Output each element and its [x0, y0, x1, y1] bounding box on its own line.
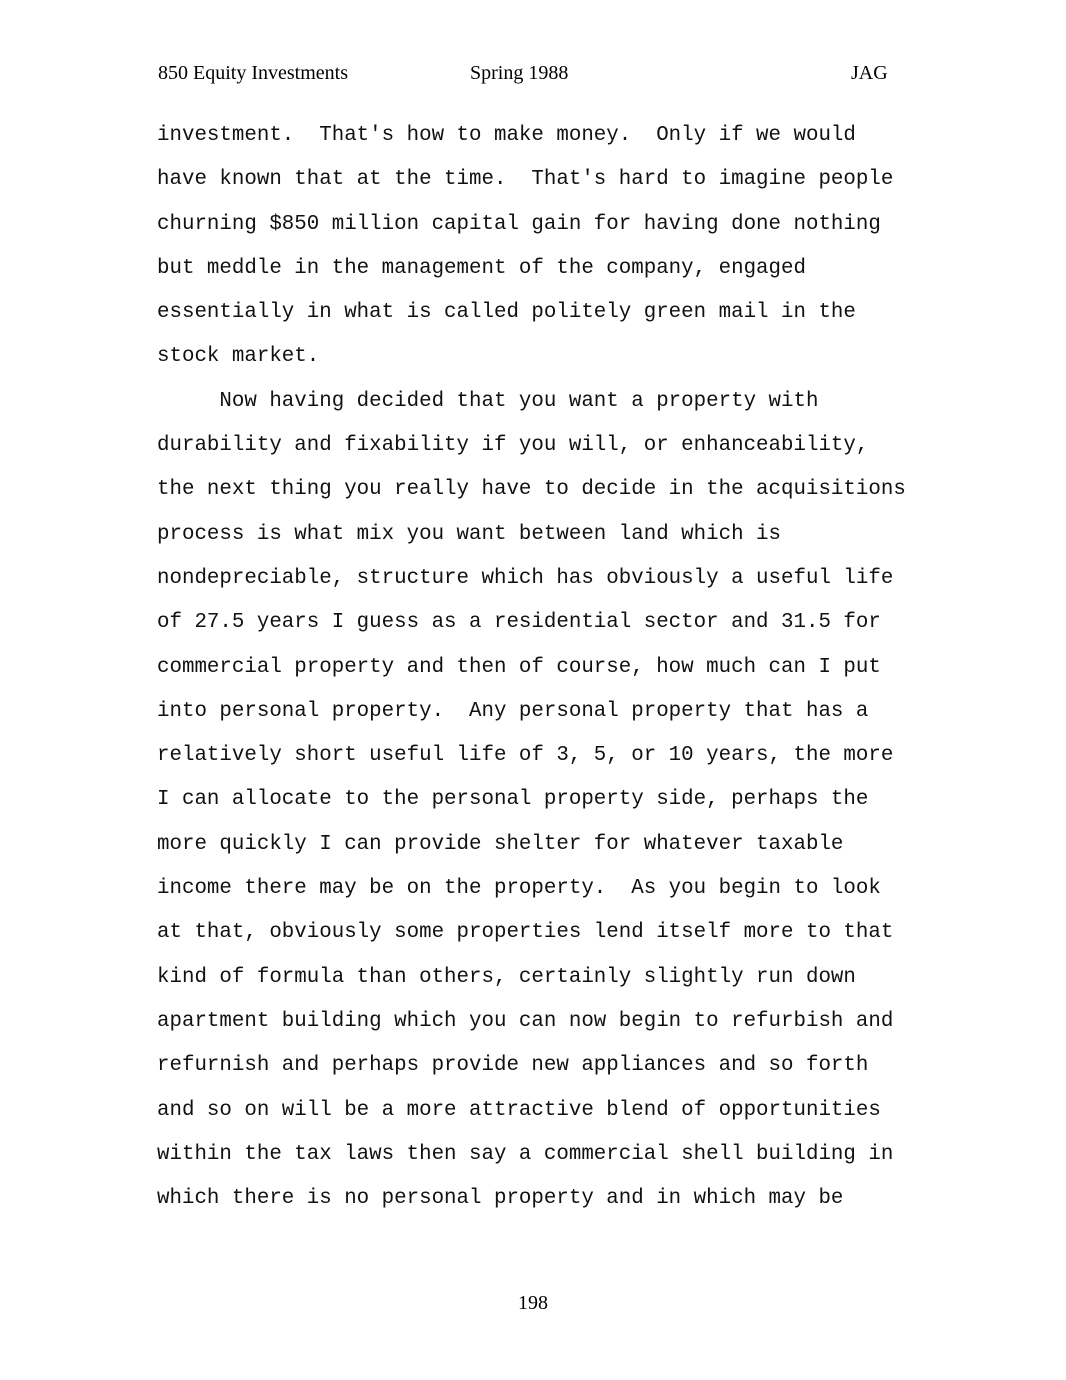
page-header [0, 62, 1066, 90]
text-line: more quickly I can provide shelter for whatever taxable [157, 832, 844, 856]
text-line: have known that at the time. That's hard to imagine people [157, 168, 894, 192]
text-line: the next thing you really have to decide in the acquisitions [157, 478, 906, 502]
text-line: Now having decided that you want a property with [157, 389, 819, 413]
page-number: 198 [518, 1292, 548, 1314]
text-line: relatively short useful life of 3, 5, or 10 years, the more [157, 744, 894, 768]
text-line: income there may be on the property. As you begin to look [157, 877, 881, 901]
text-line: nondepreciable, structure which has obviously a useful life [157, 566, 894, 590]
text-line: process is what mix you want between land which is [157, 522, 782, 546]
text-line: within the tax laws then say a commercial shell building in [157, 1142, 894, 1166]
text-line: stock market. [157, 345, 320, 369]
text-line: refurnish and perhaps provide new appliances and so forth [157, 1054, 869, 1078]
header-course-title: 850 Equity Investments [158, 62, 348, 84]
text-line: durability and fixability if you will, or enhanceability, [157, 434, 869, 458]
text-line: but meddle in the management of the company, engaged [157, 256, 806, 280]
text-line: essentially in what is called politely green mail in the [157, 301, 856, 325]
text-line: I can allocate to the personal property side, perhaps the [157, 788, 869, 812]
text-line: at that, obviously some properties lend itself more to that [157, 921, 894, 945]
text-line: of 27.5 years I guess as a residential sector and 31.5 for [157, 611, 881, 635]
text-line: and so on will be a more attractive blend of opportunities [157, 1098, 881, 1122]
text-line: churning $850 million capital gain for having done nothing [157, 212, 881, 236]
text-line: kind of formula than others, certainly slightly run down [157, 965, 856, 989]
header-initials: JAG [851, 62, 888, 84]
text-line: apartment building which you can now begin to refurbish and [157, 1009, 894, 1033]
text-line: commercial property and then of course, how much can I put [157, 655, 881, 679]
transcript-body [157, 114, 937, 1221]
text-line: which there is no personal property and in which may be [157, 1187, 844, 1211]
text-line: investment. That's how to make money. Only if we would [157, 124, 856, 147]
header-term: Spring 1988 [470, 62, 569, 84]
text-line: into personal property. Any personal property that has a [157, 699, 869, 723]
